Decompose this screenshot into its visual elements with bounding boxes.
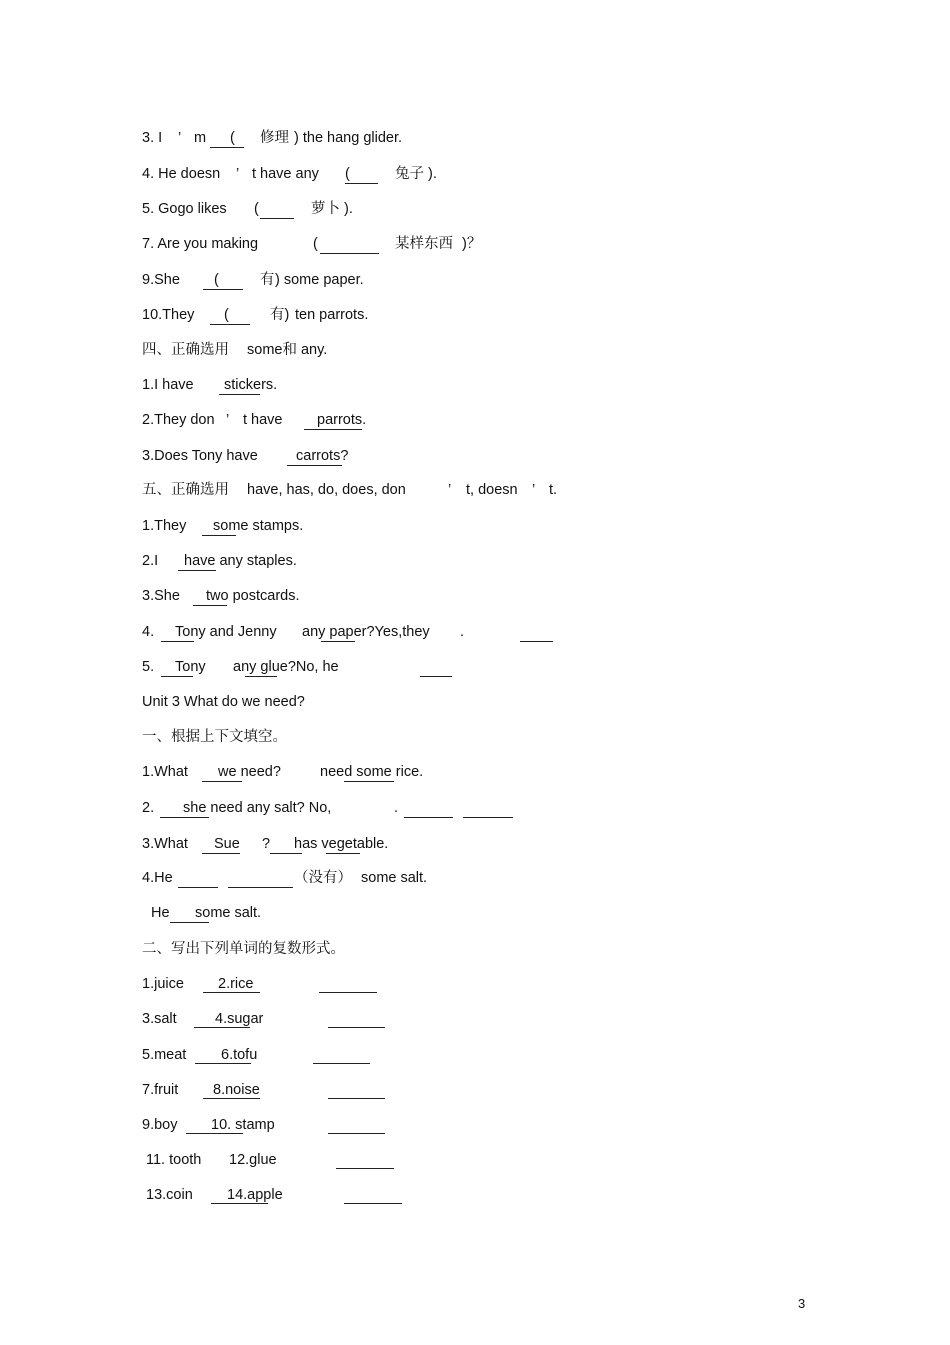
blank[interactable] <box>219 394 260 395</box>
s5-q3-a: 3.She <box>142 588 180 604</box>
word-left: 11. tooth <box>146 1152 202 1168</box>
section4-heading-cn: 四、正确选用 <box>142 342 229 358</box>
s5-q4-a: 4. <box>142 624 155 640</box>
blank[interactable] <box>328 1027 385 1028</box>
word-right: 4.sugar <box>215 1011 264 1027</box>
q9-paren: ( <box>214 272 219 288</box>
blank[interactable] <box>287 465 342 466</box>
q4-rest: ). <box>428 166 437 182</box>
u3-q3-a: 3.What <box>142 836 188 852</box>
blank[interactable] <box>203 1098 260 1099</box>
q9-hint: 有 <box>260 272 275 288</box>
q7-number: 7. Are you making <box>142 236 259 252</box>
s5-q5-c: any glue?No, he <box>233 659 339 675</box>
q3-number: 3. I <box>142 130 163 146</box>
word-right: 14.apple <box>227 1187 283 1203</box>
q4-mid: t have any <box>252 166 319 182</box>
q3-m: m <box>194 130 207 146</box>
blank[interactable] <box>210 147 244 148</box>
q5-hint: 萝卜 <box>311 201 340 217</box>
blank[interactable] <box>313 1063 370 1064</box>
u3-q3-c: ? <box>262 836 271 852</box>
word-right: 2.rice <box>218 976 254 992</box>
u3-q1-c: need some rice. <box>320 764 424 780</box>
blank[interactable] <box>160 817 209 818</box>
unit3-section2-heading-text: 二、写出下列单词的复数形式。 <box>142 941 345 957</box>
u3-q4-a: 4.He <box>142 870 173 886</box>
blank[interactable] <box>202 853 240 854</box>
word-left: 13.coin <box>146 1187 193 1203</box>
section5-heading-words: have, has, do, does, don <box>247 482 406 498</box>
blank[interactable] <box>345 183 378 184</box>
u3-q2-b: she need any salt? No, <box>183 800 332 816</box>
blank[interactable] <box>319 992 377 993</box>
u3-q3-d: has vegetable. <box>294 836 389 852</box>
s5-q2-a: 2.I <box>142 553 159 569</box>
section5-apos2: ’ <box>532 482 536 498</box>
q9-number: 9.She <box>142 272 180 288</box>
s5-q4-d: . <box>460 624 465 640</box>
blank[interactable] <box>186 1133 243 1134</box>
unit3-section1-heading-text: 一、根据上下文填空。 <box>142 729 287 745</box>
blank[interactable] <box>320 253 379 254</box>
word-left: 7.fruit <box>142 1082 179 1098</box>
q9-rest: ) some paper. <box>275 272 364 288</box>
u3-q1-b: we need? <box>218 764 281 780</box>
blank[interactable] <box>203 289 243 290</box>
blank[interactable] <box>304 429 362 430</box>
q10-paren: ( <box>224 307 229 323</box>
blank[interactable] <box>245 676 277 677</box>
blank[interactable] <box>520 641 553 642</box>
s5-q1-a: 1.They <box>142 518 187 534</box>
s5-q5-b: Tony <box>175 659 206 675</box>
blank[interactable] <box>326 853 360 854</box>
section5-words3: t. <box>549 482 558 498</box>
q4-hint: 兔子 <box>395 166 424 182</box>
q4-apostrophe: ’ <box>236 166 240 182</box>
s4-q2-b: t have <box>243 412 283 428</box>
unit3-title-text: Unit 3 What do we need? <box>142 694 305 710</box>
q5-number: 5. Gogo likes <box>142 201 227 217</box>
section5-words2: t, doesn <box>466 482 518 498</box>
blank[interactable] <box>161 641 194 642</box>
blank[interactable] <box>344 781 394 782</box>
s5-q1-b: some stamps. <box>213 518 304 534</box>
word-right: 6.tofu <box>221 1047 258 1063</box>
u3-q2-c: . <box>394 800 399 816</box>
word-left: 5.meat <box>142 1047 187 1063</box>
q3-paren: ( <box>230 130 235 146</box>
u3-q4b-b: some salt. <box>195 905 262 921</box>
blank[interactable] <box>328 1133 385 1134</box>
q7-hint: 某样东西 <box>395 236 453 252</box>
word-left: 1.juice <box>142 976 184 992</box>
blank[interactable] <box>170 922 209 923</box>
section5-heading-cn: 五、正确选用 <box>142 482 229 498</box>
s4-q3-b: carrots? <box>296 448 349 464</box>
word-left: 9.boy <box>142 1117 178 1133</box>
s4-q1-a: 1.I have <box>142 377 194 393</box>
blank[interactable] <box>178 887 218 888</box>
section4-heading-words: some和 any. <box>247 342 328 358</box>
u3-q4-c: some salt. <box>361 870 428 886</box>
page-number: 3 <box>798 1296 806 1311</box>
blank[interactable] <box>228 887 293 888</box>
q10-rest: ten parrots. <box>295 307 369 323</box>
s5-q3-b: two postcards. <box>206 588 300 604</box>
blank[interactable] <box>178 570 216 571</box>
blank[interactable] <box>210 324 250 325</box>
blank[interactable] <box>193 605 227 606</box>
blank[interactable] <box>202 535 236 536</box>
word-right: 10. stamp <box>211 1117 275 1133</box>
q3-rest: ) the hang glider. <box>294 130 403 146</box>
s5-q4-b: Tony and Jenny <box>175 624 277 640</box>
q10-number: 10.They <box>142 307 195 323</box>
s4-q2-c: parrots. <box>317 412 367 428</box>
blank[interactable] <box>321 641 355 642</box>
q7-rest: )？ <box>462 236 482 252</box>
u3-q3-b: Sue <box>214 836 240 852</box>
blank[interactable] <box>194 1027 250 1028</box>
q4-paren: ( <box>345 166 350 182</box>
q5-rest: ). <box>344 201 353 217</box>
blank[interactable] <box>404 817 453 818</box>
blank[interactable] <box>202 781 242 782</box>
u3-q1-a: 1.What <box>142 764 188 780</box>
s4-q2-a: 2.They don <box>142 412 215 428</box>
q4-number: 4. He doesn <box>142 166 221 182</box>
word-left: 3.salt <box>142 1011 177 1027</box>
s5-q5-a: 5. <box>142 659 155 675</box>
blank[interactable] <box>195 1063 251 1064</box>
blank[interactable] <box>463 817 513 818</box>
q5-paren: ( <box>254 201 259 217</box>
blank[interactable] <box>211 1203 268 1204</box>
word-right: 8.noise <box>213 1082 260 1098</box>
q3-apostrophe: ’ <box>178 130 182 146</box>
s5-q4-c: any paper?Yes,they <box>302 624 430 640</box>
q10-hint: 有) <box>270 307 290 323</box>
s4-q3-a: 3.Does Tony have <box>142 448 258 464</box>
blank[interactable] <box>270 853 302 854</box>
s4-q2-apos: ’ <box>226 412 230 428</box>
blank[interactable] <box>344 1203 402 1204</box>
blank[interactable] <box>336 1168 394 1169</box>
u3-q4b-a: He <box>151 905 170 921</box>
blank[interactable] <box>260 218 294 219</box>
q3-hint: 修理 <box>260 130 289 146</box>
section5-apos1: ’ <box>448 482 452 498</box>
blank[interactable] <box>203 992 260 993</box>
blank[interactable] <box>161 676 193 677</box>
u3-q2-a: 2. <box>142 800 155 816</box>
q7-paren: ( <box>313 236 318 252</box>
blank[interactable] <box>328 1098 385 1099</box>
s5-q2-b: have any staples. <box>184 553 297 569</box>
word-right: 12.glue <box>229 1152 277 1168</box>
u3-q4-b: （没有） <box>294 870 352 886</box>
s4-q1-b: stickers. <box>224 377 278 393</box>
blank[interactable] <box>420 676 452 677</box>
